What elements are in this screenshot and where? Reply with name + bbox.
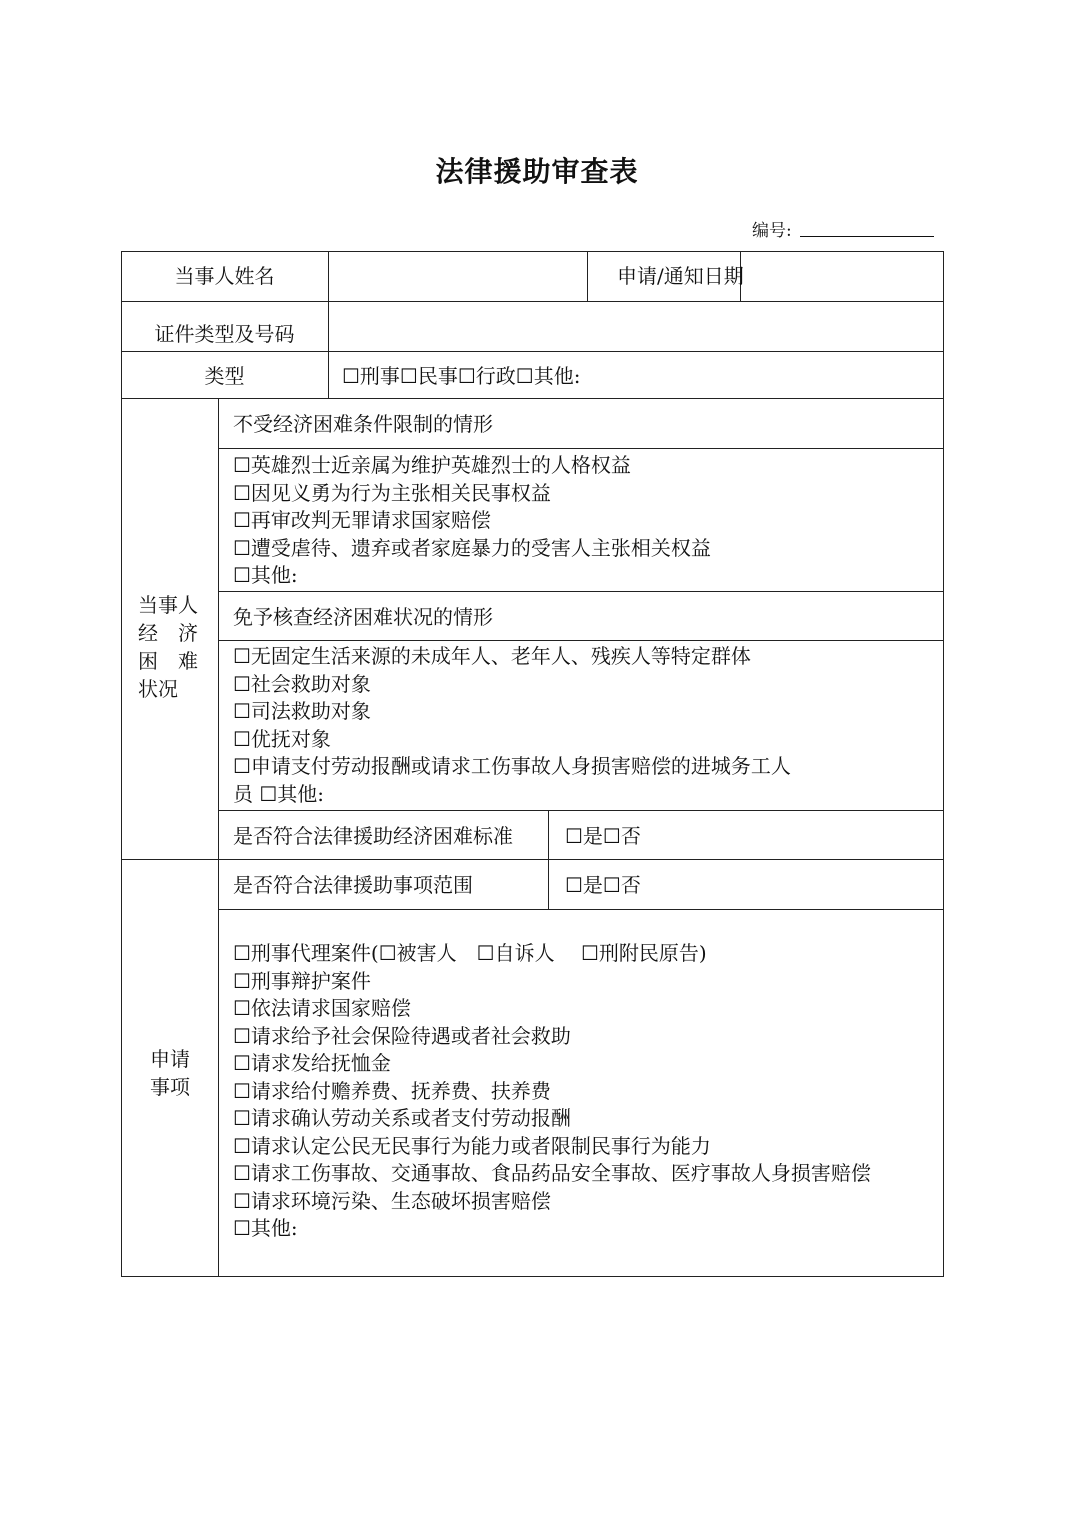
row-divider [218,448,944,449]
application-date-label: 申请/通知日期 [617,264,744,288]
row-divider [121,351,944,352]
application-matters-label [150,1045,190,1101]
checkbox-item[interactable]: ☐无固定生活来源的未成年人、老年人、残疾人等特定群体 [233,644,751,668]
exempt-verification-header: 免予核查经济困难状况的情形 [233,605,493,629]
exempt-verification-list [233,643,791,808]
checkbox-item[interactable]: ☐英雄烈士近亲属为维护英雄烈士的人格权益 [233,453,631,477]
checkbox-item[interactable]: ☐优抚对象 [233,726,331,751]
checkbox-item[interactable]: ☐请求环境污染、生态破坏损害赔偿 [233,1188,551,1213]
column-divider [218,398,219,1277]
column-divider [548,810,549,909]
application-date-field[interactable] [741,252,943,301]
economic-hardship-label [138,591,198,703]
matter-scope-question: 是否符合法律援助事项范围 [233,873,473,897]
checkbox-item[interactable]: ☐请求给予社会保险待遇或者社会救助 [233,1023,571,1048]
checkbox-item[interactable]: 员 ☐其他: [233,781,325,806]
label-line: 状况 [138,677,178,701]
checkbox-item[interactable]: ☐其他: [233,563,298,587]
unrestricted-cases-header: 不受经济困难条件限制的情形 [233,412,493,436]
checkbox-item[interactable]: ☐社会救助对象 [233,671,371,696]
row-divider [218,810,944,811]
checkbox-item[interactable]: ☐刑事代理案件(☐被害人 ☐自诉人 ☐刑附民原告) [233,941,707,965]
page-title: 法律援助审查表 [435,155,639,188]
label-line: 当事人 [138,593,198,617]
checkbox-item[interactable]: ☐请求工伤事故、交通事故、食品药品安全事故、医疗事故人身损害赔偿 [233,1161,871,1185]
hardship-standard-answer[interactable]: ☐是☐否 [565,824,641,848]
column-divider [587,251,588,301]
case-type-label: 类型 [204,364,245,388]
id-type-number-label: 证件类型及号码 [154,322,295,346]
row-divider [121,859,944,860]
checkbox-item[interactable]: ☐请求认定公民无民事行为能力或者限制民事行为能力 [233,1133,711,1158]
checkbox-item[interactable]: ☐请求给付赡养费、抚养费、扶养费 [233,1078,551,1103]
checkbox-item[interactable]: ☐遭受虐待、遗弃或者家庭暴力的受害人主张相关权益 [233,535,711,560]
row-divider [218,909,944,910]
matter-scope-answer[interactable]: ☐是☐否 [565,873,641,897]
row-divider [218,591,944,592]
application-matters-list [233,940,871,1243]
serial-number-label: 编号: [752,221,792,241]
unrestricted-cases-list [233,452,711,590]
checkbox-item[interactable]: ☐请求发给抚恤金 [233,1051,391,1075]
checkbox-item[interactable]: ☐再审改判无罪请求国家赔偿 [233,508,491,532]
checkbox-item[interactable]: ☐司法救助对象 [233,699,371,723]
label-line: 事项 [150,1075,190,1099]
row-divider [121,398,944,399]
serial-number-field[interactable] [800,236,934,237]
label-line: 困 难 [138,649,198,673]
label-line: 经 济 [138,621,198,645]
party-name-field[interactable] [329,252,587,301]
checkbox-item[interactable]: ☐因见义勇为行为主张相关民事权益 [233,480,551,505]
checkbox-item[interactable]: ☐其他: [233,1216,298,1240]
party-name-label: 当事人姓名 [174,264,275,288]
hardship-standard-question: 是否符合法律援助经济困难标准 [233,824,513,848]
checkbox-item[interactable]: ☐请求确认劳动关系或者支付劳动报酬 [233,1106,571,1130]
checkbox-item[interactable]: ☐申请支付劳动报酬或请求工伤事故人身损害赔偿的进城务工人 [233,754,791,778]
case-type-options[interactable]: ☐刑事☐民事☐行政☐其他: [342,364,581,388]
checkbox-item[interactable]: ☐依法请求国家赔偿 [233,996,411,1020]
row-divider [218,640,944,641]
id-type-number-field[interactable] [329,302,943,351]
checkbox-item[interactable]: ☐刑事辩护案件 [233,968,371,993]
label-line: 申请 [150,1047,190,1071]
